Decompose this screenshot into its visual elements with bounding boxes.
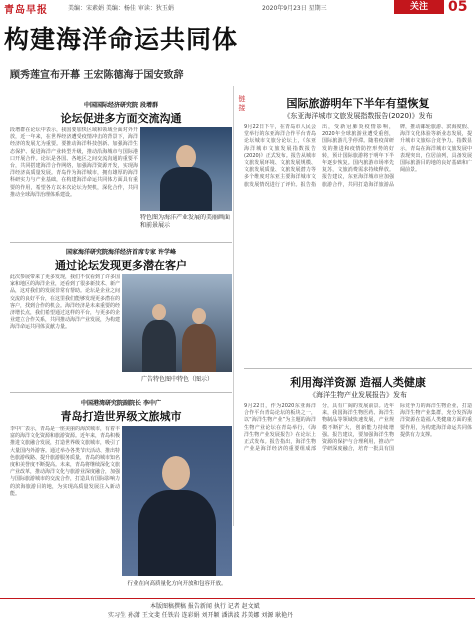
person-head [192,308,206,324]
section-divider [10,392,232,393]
newspaper-logo: 青岛早报 [4,5,48,16]
footer-rule [0,598,475,599]
footer-reporters: 实习生 孙潇 王文斐 任铁岩 连彩娟 刘开颖 潘洪波 苏美娜 刘源 耿艳丹 [108,612,294,619]
person-head [176,145,196,169]
article-subtitle: 《东亚海洋城市文旅发展指数报告(2020)》发布 [283,112,433,120]
person-head [152,304,166,320]
issue-date: 2020年9月23日 星期三 [262,5,327,12]
page-number: 05 [448,0,468,15]
article-subtitle: 《海洋生物产业发展报告》发布 [309,391,407,399]
article-title: 通过论坛发现更多潜在客户 [55,259,187,272]
article-byline: 中国港湾研究院副院长 李中广 [80,400,162,407]
person-body [182,324,216,372]
section-divider [244,368,472,369]
article-title: 论坛促进多方面交流沟通 [60,112,182,125]
footer-credits: 本版图稿撰稿 报告新闻 执行 记者 赵文斌 [150,603,260,610]
article-body: 9月22日，作为2020东亚海洋合作平台青岛论坛的板块之一，以“海洋生物产业”为主题的海洋生物产业论坛在青岛举行，《海洋生物产业发展报告》在论坛上正式发布。报告指出，海洋生物产业是海洋经济的重要组成部分，具有广阔的发展前景。近年来，我国海洋生物医药、海洋生物制品等领域快速发展，产业规模不断扩大，创新能力持续增强。报告建议，要加强海洋生物资源的保护与合理利用，推动产学研深度融合，培育一批具有国际竞争力的海洋生物企业，打造海洋生物产业集群，充分发挥海洋资源在造福人类健康方面的重要作用，为构建海洋命运共同体提供有力支撑。 [244,403,472,453]
photo-caption: 行业在向高质量化方向开放和包容开放。 [127,581,227,587]
person-body [138,490,216,576]
article-body: 9月22日下午，在青岛市人民会堂举行的东亚海洋合作平台青岛论坛城市文旅分论坛上，《东亚海洋城市文旅发展指数报告(2020)》正式发布。报告从城市文旅发展环境、文旅发展规模、文旅发展质量、文旅发展潜力等多个维度对东亚主要海洋城市文旅发展情况进行了评价。报告指出，受新冠肺炎疫情影响，2020年全球旅游业遭受重创，国际旅游几乎停滞。随着疫苗研发的推进和疫情防控形势的好转，预计国际旅游将于明年下半年逐步恢复。国内旅游市场率先复苏，文旅消费需求持续释放。报告建议，东亚海洋城市应加强旅游合作，共同打造海洋旅游品牌，推动邮轮旅游、滨海度假、海洋文化体验等新业态发展，提升城市文旅综合竞争力。指数显示，青岛在海洋城市文旅发展中表现突出，位居前列，具备发展国际旅游目的地的良好基础和广阔前景。 [244,124,472,188]
page-subheadline: 顾秀莲宣布开幕 王宏陈德海于国安致辞 [10,70,184,81]
photo-caption: 广告特色图中特色（图示） [140,376,213,383]
article-byline: 国家海洋研究院海洋经济首席专家 许学峰 [65,249,177,256]
article-body: 此次参展带来了更多发现，我们不仅看到了许多国家和地区的海洋企业，还看到了很多新技术、新产品，这对我们的发展非常有帮助。论坛是企业之间交流的良好平台，在这里我们能够发现更多潜在的客户，找到合作的机会。海洋经济是未来重要的经济增长点，我们希望通过这样的平台，与更多的企业建立合作关系，共同推动海洋产业发展，为构建海洋命运共同体贡献力量。 [10,274,120,331]
article-body: 段增群在论坛中表示，我国要加快区域和领域全面对外开放，近一年来，在世界经济遭受疫情冲击的背景下，海洋经济的发展尤为重要。要推动海洋科技创新、加强海洋生态保护、促进海洋产业转型升级，推动沿海城市与国际港口开展合作。论坛是各国、各地区之间交流沟通的重要平台，共同搭建海洋合作网络，加强海洋资源开发，实现海洋经济高质量发展。青岛作为海洋城市，拥有雄厚的海洋科研实力与产业基础，在构建海洋命运共同体方面具有重要的作用，希望各方以本次论坛为契机，深化合作，共同推动全球海洋治理体系建设。 [10,127,138,198]
article-title: 青岛打造世界级文旅城市 [60,410,182,423]
person-body [142,320,176,372]
photo-caption: 特色图为海洋产业发展的美丽画面和前景展示 [140,214,231,229]
person-head [162,456,190,490]
speaker-photo [122,426,232,576]
article-byline: 中国国际经济研究院 段增群 [83,102,159,109]
link-tag: 链接 [238,95,246,112]
person-body [160,167,212,211]
section-divider [10,242,232,243]
article-title: 国际旅游明年下半年有望恢复 [286,97,430,110]
speaker-photo [140,127,232,211]
exhibit-photo [122,274,232,372]
column-divider [233,86,234,526]
article-title: 利用海洋资源 造福人类健康 [290,376,426,389]
editor-credits: 美编：宋素娟 美编：杨佳 审读：狄玉娟 [68,5,174,12]
article-body: 李中广表示，青岛是一座美丽的海滨城市，有着丰富的海洋文化资源和旅游资源。近年来，青岛积极推进文旅融合发展，打造世界级文旅城市，吸引了大量国内外游客。通过举办各类节庆活动、推出特色旅游线路、提升旅游服务质量，青岛的城市知名度和美誉度不断提高。未来，青岛将继续深化文旅产业改革，推动海洋文化与旅游业深度融合，加强与国际旅游城市的交流合作，打造具有国际影响力的滨海旅游目的地，为实现高质量发展注入新动能。 [10,426,120,497]
section-label: 关注 [394,0,444,14]
page-headline: 构建海洋命运共同体 [4,25,239,54]
